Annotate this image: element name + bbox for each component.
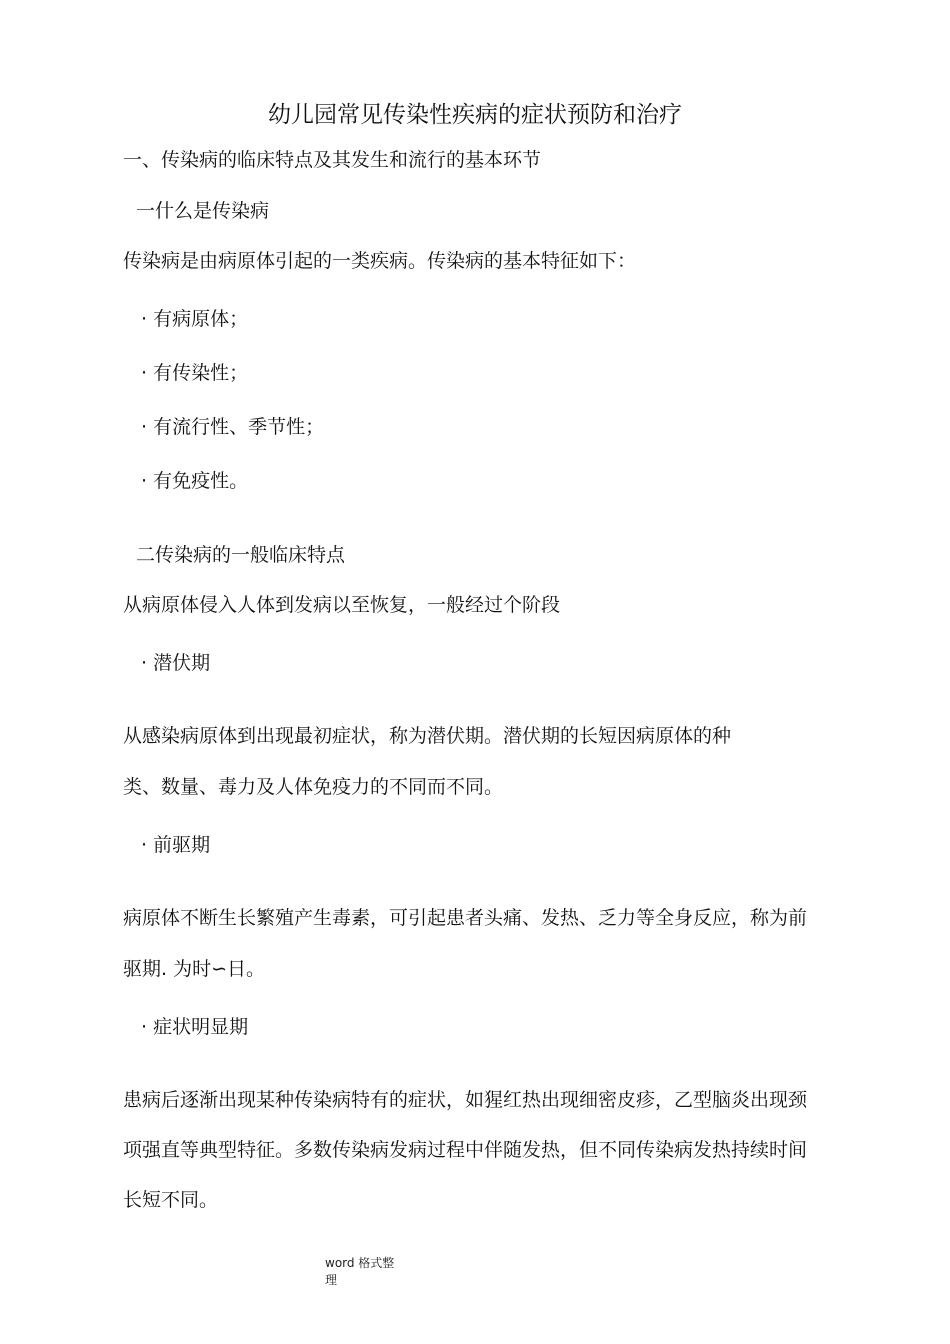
paragraph-definition: 传染病是由病原体引起的一类疾病。传染病的基本特征如下：	[123, 250, 637, 272]
stage-heading-symptomatic: · 症状明显期	[141, 1016, 249, 1038]
footer-line: 理	[325, 1273, 338, 1287]
paragraph-stages-intro: 从病原体侵入人体到发病以至恢复，一般经过个阶段	[123, 594, 561, 616]
section-heading-1: 一、传染病的临床特点及其发生和流行的基本环节	[123, 149, 542, 171]
paragraph-prodromal-line: 病原体不断生长繁殖产生毒素，可引起患者头痛、发热、乏力等全身反应，称为前	[123, 907, 808, 929]
page-footer	[325, 1255, 394, 1289]
paragraph-symptomatic-line: 长短不同。	[123, 1189, 219, 1211]
paragraph-incubation-line: 类、数量、毒力及人体免疫力的不同而不同。	[123, 776, 504, 798]
stage-heading-incubation: · 潜伏期	[141, 652, 211, 674]
stage-heading-prodromal: · 前驱期	[141, 834, 211, 856]
feature-item: · 有免疫性。	[141, 470, 249, 492]
feature-item: · 有病原体；	[141, 308, 249, 330]
document-title: 幼儿园常见传染性疾病的症状预防和治疗	[268, 102, 682, 128]
feature-item: · 有流行性、季节性；	[141, 416, 325, 438]
paragraph-symptomatic-line: 患病后逐渐出现某种传染病特有的症状，如猩红热出现细密皮疹，乙型脑炎出现颈	[123, 1089, 808, 1111]
footer-line: word 格式整	[325, 1256, 395, 1270]
subheading-what-is-infectious-disease: 一什么是传染病	[136, 200, 270, 222]
paragraph-incubation-line: 从感染病原体到出现最初症状，称为潜伏期。潜伏期的长短因病原体的种	[123, 725, 732, 747]
feature-item: · 有传染性；	[141, 362, 249, 384]
paragraph-symptomatic-line: 项强直等典型特征。多数传染病发病过程中伴随发热，但不同传染病发热持续时间	[123, 1139, 808, 1161]
paragraph-prodromal-line: 驱期. 为时∽日。	[123, 958, 265, 980]
subheading-clinical-features: 二传染病的一般临床特点	[136, 544, 346, 566]
